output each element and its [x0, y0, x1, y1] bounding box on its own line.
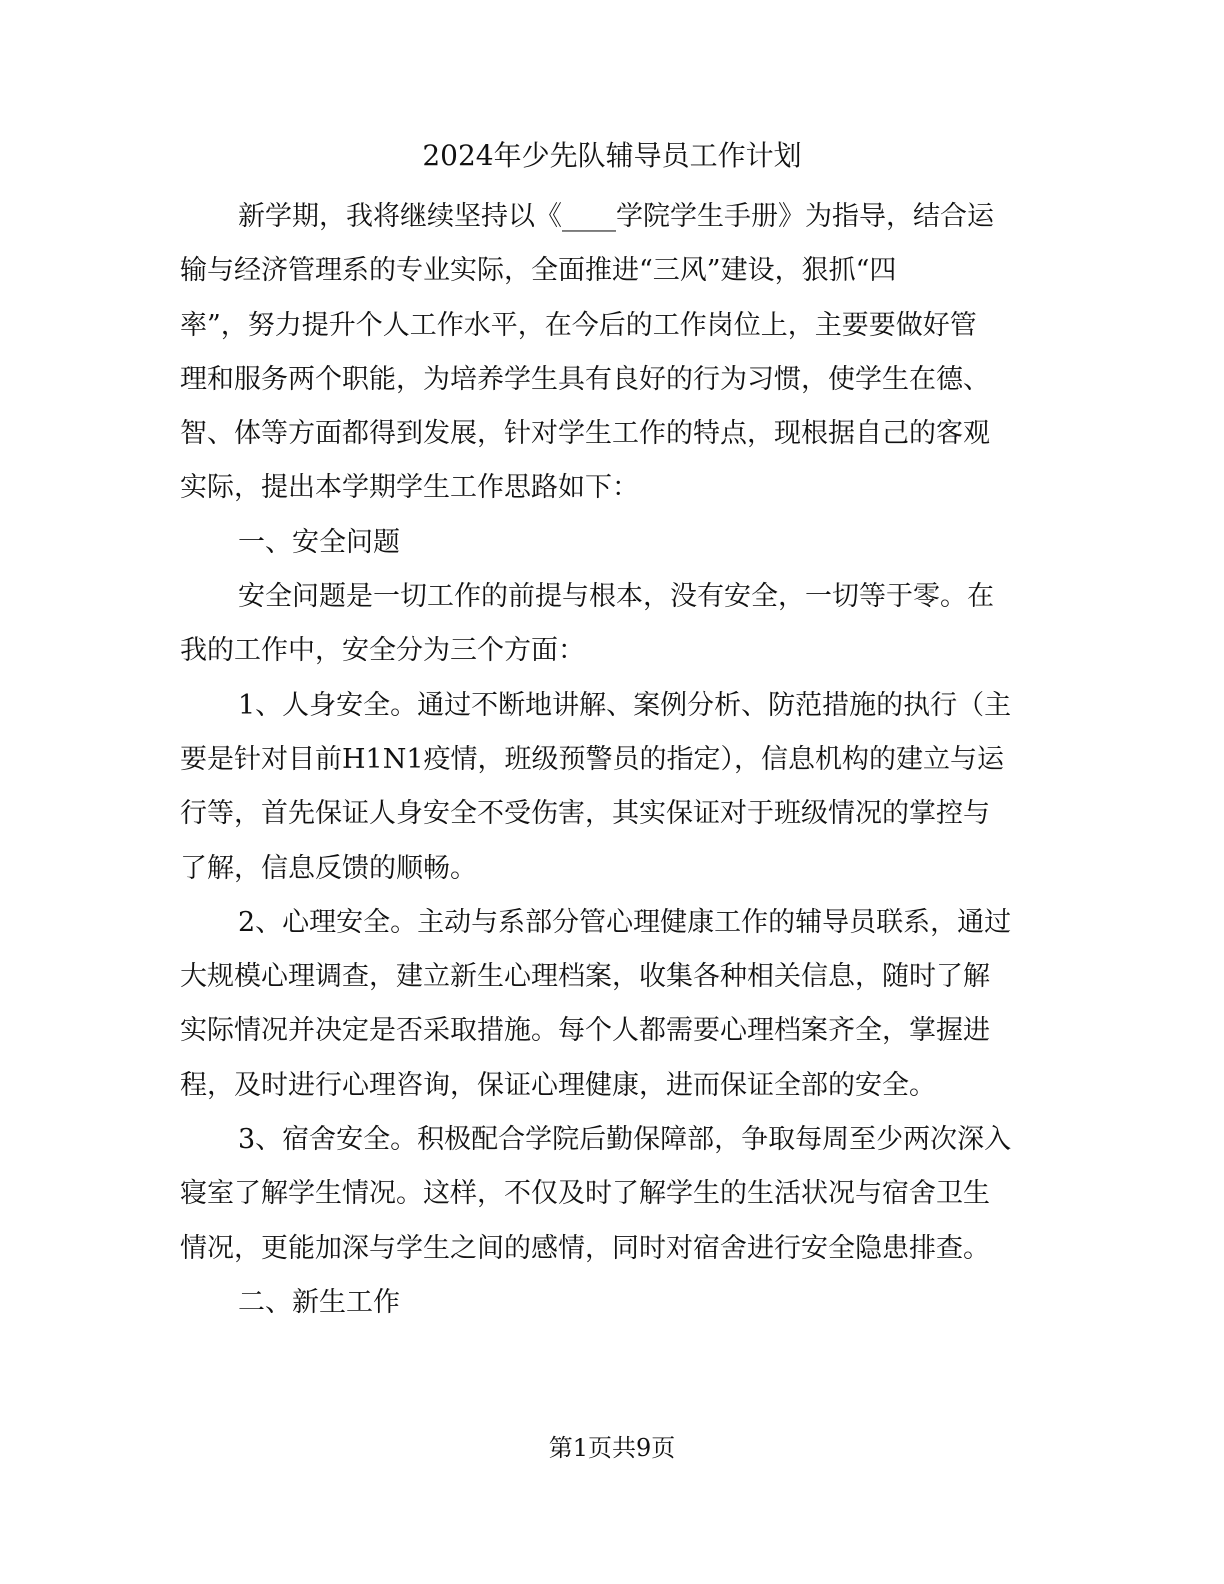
paragraph-line: 输与经济管理系的专业实际，全面推进“三风”建设，狠抓“四	[180, 255, 897, 287]
section-heading: 二、新生工作	[238, 1286, 400, 1318]
paragraph-line: 了解，信息反馈的顺畅。	[180, 852, 477, 884]
paragraph-line: 3、宿舍安全。积极配合学院后勤保障部，争取每周至少两次深入	[238, 1124, 1012, 1156]
paragraph-line: 我的工作中，安全分为三个方面：	[180, 635, 585, 667]
paragraph-line: 行等，首先保证人身安全不受伤害，其实保证对于班级情况的掌控与	[180, 798, 990, 830]
paragraph-line: 新学期，我将继续坚持以《____学院学生手册》为指导，结合运	[238, 201, 994, 232]
paragraph-line: 要是针对目前H1N1疫情，班级预警员的指定），信息机构的建立与运	[180, 743, 1005, 775]
paragraph-line: 寝室了解学生情况。这样，不仅及时了解学生的生活状况与宿舍卫生	[180, 1178, 990, 1210]
paragraph-line: 理和服务两个职能，为培养学生具有良好的行为习惯，使学生在德、	[180, 363, 990, 395]
paragraph-line: 实际，提出本学期学生工作思路如下：	[180, 472, 639, 504]
paragraph-line: 实际情况并决定是否采取措施。每个人都需要心理档案齐全，掌握进	[180, 1015, 990, 1047]
paragraph-line: 程，及时进行心理咨询，保证心理健康，进而保证全部的安全。	[180, 1069, 936, 1101]
paragraph-line: 2、心理安全。主动与系部分管心理健康工作的辅导员联系，通过	[238, 906, 1012, 938]
paragraph-line: 1、人身安全。通过不断地讲解、案例分析、防范措施的执行（主	[238, 689, 1012, 721]
section-heading: 一、安全问题	[238, 526, 400, 558]
paragraph-line: 率”，努力提升个人工作水平，在今后的工作岗位上，主要要做好管	[180, 309, 977, 341]
document-body	[180, 190, 1032, 1330]
page-footer: 第1页共9页	[548, 1434, 676, 1462]
paragraph-line: 智、体等方面都得到发展，针对学生工作的特点，现根据自己的客观	[180, 418, 990, 450]
document-title: 2024年少先队辅导员工作计划	[422, 139, 802, 172]
paragraph-line: 情况，更能加深与学生之间的感情，同时对宿舍进行安全隐患排查。	[180, 1232, 990, 1264]
paragraph-line: 大规模心理调查，建立新生心理档案，收集各种相关信息，随时了解	[180, 961, 990, 993]
paragraph-line: 安全问题是一切工作的前提与根本，没有安全，一切等于零。在	[238, 581, 994, 613]
